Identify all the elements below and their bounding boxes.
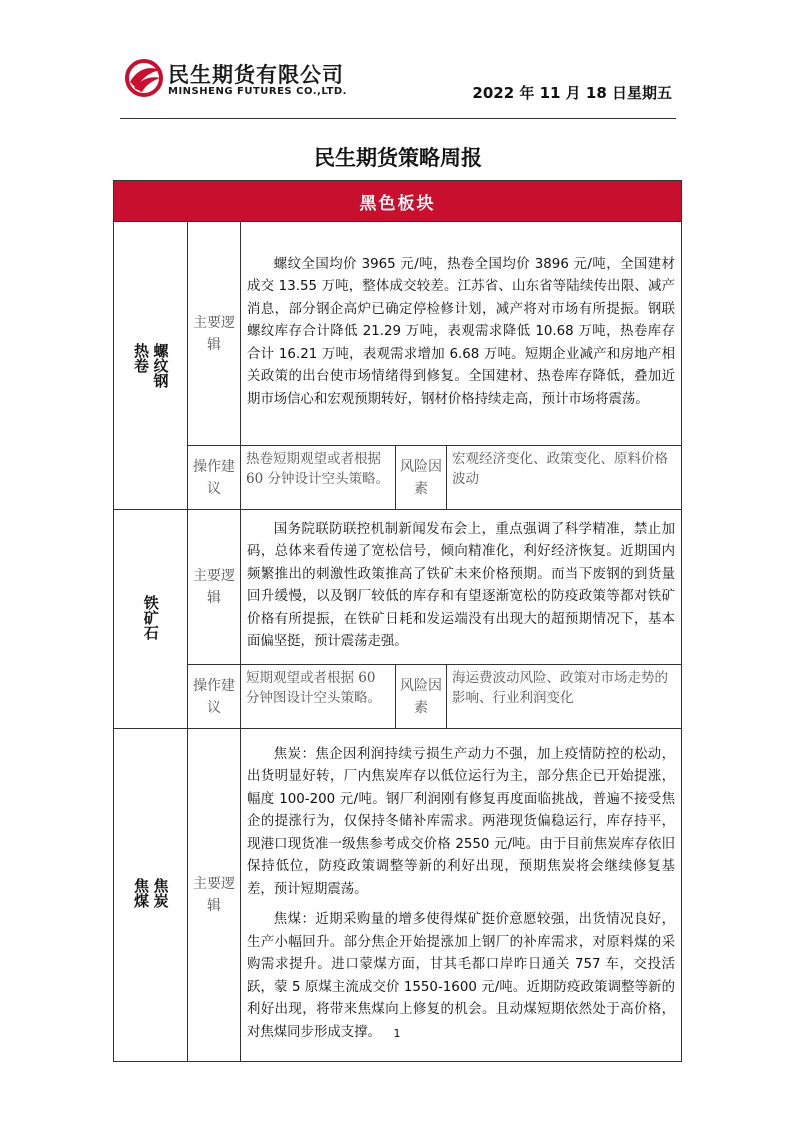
logic-paragraph: 国务院联防联控机制新闻发布会上，重点强调了科学精准，禁止加码，总体来看传递了宽松信号，倾向精准化，利好经济恢复。近期国内频繁推出的刺激性政策推高了铁矿未来价格预期。而当下废钢的到货量回升缓慢，以及钢厂较低的库存和有望逐渐宽松的防疫政策等都对铁矿价格有所提振，在铁矿日耗和发运端没有出现大的超预期情况下，基本面偏坚挺，预计震荡走强。 <box>247 521 676 649</box>
operation-text: 短期观望或者根据 60 分钟图设计空头策略。 <box>241 665 396 729</box>
risk-label: 风险因素 <box>396 665 447 729</box>
section-banner: 黑色板块 <box>114 181 682 222</box>
category-col-2: 热卷 <box>132 343 150 373</box>
coke-paragraph: 焦炭：焦企因利润持续亏损生产动力不强，加上疫情防控的松动，出货明显好转，厂内焦炭库存以低位运行为主，部分焦企已开始提涨，幅度 100-200 元/吨。钢厂利润刚有修复再度面临挑战，普遍不接受焦企的提涨行为，仅保持冬储补库需求。两港现货偏稳运行，库存持平，现港口现货准一级焦参考成交价格 2550 元/吨。由于目前焦炭库存依旧保持低位，防疫政策调整等新的利好出现，预期焦炭将会继续修复基差，预计短期震荡。 <box>247 746 676 897</box>
page-header <box>120 52 676 112</box>
logo-chinese-name: 民生期货有限公司 <box>168 63 344 87</box>
report-date: 2022 年 11 月 18 日星期五 <box>472 84 672 102</box>
logic-label: 主要逻辑 <box>188 510 241 665</box>
logic-text <box>241 222 682 446</box>
category-col-1: 焦炭 <box>151 878 170 908</box>
category-coke-coal <box>114 729 188 1062</box>
category-col-1: 螺纹钢 <box>151 343 170 388</box>
strategy-table <box>113 180 682 1062</box>
logic-text <box>241 510 682 665</box>
logic-label: 主要逻辑 <box>188 222 241 446</box>
header-divider <box>120 118 676 119</box>
page-number: 1 <box>393 1027 401 1040</box>
logo-english-name: MINSHENG FUTURES CO.,LTD. <box>168 86 347 97</box>
category-iron-ore <box>114 510 188 729</box>
category-name: 铁矿石 <box>141 594 160 640</box>
category-col-2: 焦煤 <box>132 878 150 908</box>
coking-coal-paragraph: 焦煤：近期采购量的增多使得煤矿挺价意愿较强，出货情况良好，生产小幅回升。部分焦企开始提涨加上钢厂的补库需求，对原料煤的采购需求提升。进口蒙煤方面，甘其毛都口岸昨日通关 757 车，交投活跃，蒙 5 原煤主流成交价 1550-1600 元/吨。近期防疫政策调整等新的利好出现，将带来焦煤向上修复的机会。且动煤短期依然处于高价格，对焦煤同步形成支撑。 <box>247 912 676 1040</box>
risk-text: 宏观经济变化、政策变化、原料价格波动 <box>447 446 682 510</box>
report-title: 民生期货策略周报 <box>314 146 482 170</box>
minsheng-logo-icon <box>124 58 164 98</box>
risk-text: 海运费波动风险、政策对市场走势的影响、行业利润变化 <box>447 665 682 729</box>
operation-label: 操作建议 <box>188 665 241 729</box>
logic-text <box>241 729 682 1062</box>
logic-paragraph: 螺纹全国均价 3965 元/吨，热卷全国均价 3896 元/吨，全国建材成交 13.55 万吨，整体成交较差。江苏省、山东省等陆续传出限、减产消息，部分钢企高炉已确定停检修计划，减产将对市场有所提振。钢联螺纹库存合计降低 21.29 万吨，表观需求降低 10.68 万吨，热卷库存合计 16.21 万吨，表观需求增加 6.68 万吨。短期企业减产和房地产相关政策的出台使市场情绪得到修复。全国建材、热卷库存降低，叠加近期市场信心和宏观预期转好，钢材价格持续走高，预计市场将震荡。 <box>247 256 676 407</box>
category-rebar-hotcoil <box>114 222 188 510</box>
logic-label: 主要逻辑 <box>188 729 241 1062</box>
risk-label: 风险因素 <box>396 446 447 510</box>
company-logo <box>124 56 364 106</box>
operation-label: 操作建议 <box>188 446 241 510</box>
operation-text: 热卷短期观望或者根据 60 分钟设计空头策略。 <box>241 446 396 510</box>
